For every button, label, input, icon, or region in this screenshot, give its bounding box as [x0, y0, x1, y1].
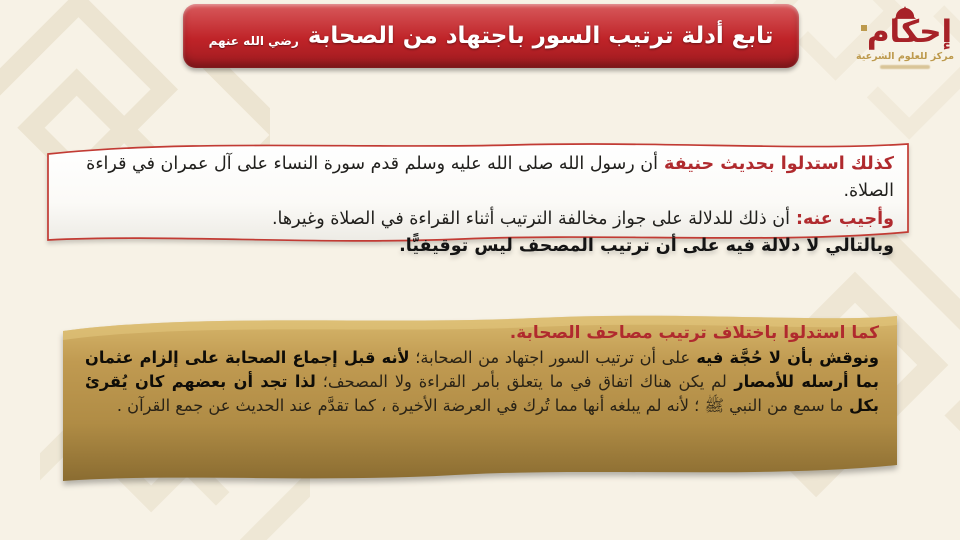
logo-smallprint-decoration — [880, 65, 930, 69]
discussion-card-content — [55, 303, 905, 418]
text-segment: لذا تجد أن بعضهم كان يُقرئ بكل — [85, 371, 879, 415]
logo-wordmark — [852, 16, 958, 49]
text-segment: وبالتالي لا دلالة فيه على أن ترتيب المصحف ليس توقيفيًّا. — [399, 235, 894, 256]
page-title: تابع أدلة ترتيب السور باجتهاد من الصحابة — [307, 23, 774, 49]
logo — [852, 6, 958, 69]
text-segment: ونوقش بأن لا حُجَّة فيه — [690, 348, 879, 367]
title-honorific: رضي الله عنهم — [208, 34, 299, 48]
logo-tagline: مركز للعلوم الشرعية — [856, 50, 954, 62]
text-segment: لأنه قبل إجماع الصحابة على إلزام عثمان بما أرسله للأمصار — [85, 348, 879, 391]
text-segment: ما سمع من النبي ﷺ ؛ لأنه لم يبلغه أنها مما تُرك في العرضة الأخيرة ، كما تقدَّم عند الحديث عن جمع القرآن . — [116, 395, 844, 415]
discussion-body — [85, 346, 879, 418]
evidence-line-2 — [62, 206, 894, 233]
hadith-evidence-card — [42, 134, 914, 256]
logo-wordmark-text: إحكام — [866, 14, 953, 50]
discussion-card — [55, 303, 905, 497]
text-segment: أن ذلك للدلالة على جواز مخالفة الترتيب أثناء القراءة في الصلاة وغيرها. — [271, 208, 790, 229]
evidence-line-1 — [62, 151, 894, 206]
discussion-heading: كما استدلوا باختلاف ترتيب مصاحف الصحابة. — [509, 323, 879, 343]
text-segment: على أن ترتيب السور اجتهاد من الصحابة؛ — [409, 348, 691, 367]
title-banner — [183, 4, 799, 68]
text-segment: أن رسول الله صلى الله عليه وسلم قدم سورة النساء على آل عمران في قراءة الصلاة. — [86, 154, 894, 202]
evidence-line-3 — [62, 233, 894, 260]
evidence-card-content — [42, 134, 914, 260]
text-segment: لم يكن هناك اتفاق في ما يتعلق بأمر القراءة ولا المصحف؛ — [315, 371, 727, 391]
text-segment: وأجيب عنه: — [789, 208, 894, 229]
text-segment: كذلك استدلوا بحديث حنيفة — [657, 154, 894, 174]
